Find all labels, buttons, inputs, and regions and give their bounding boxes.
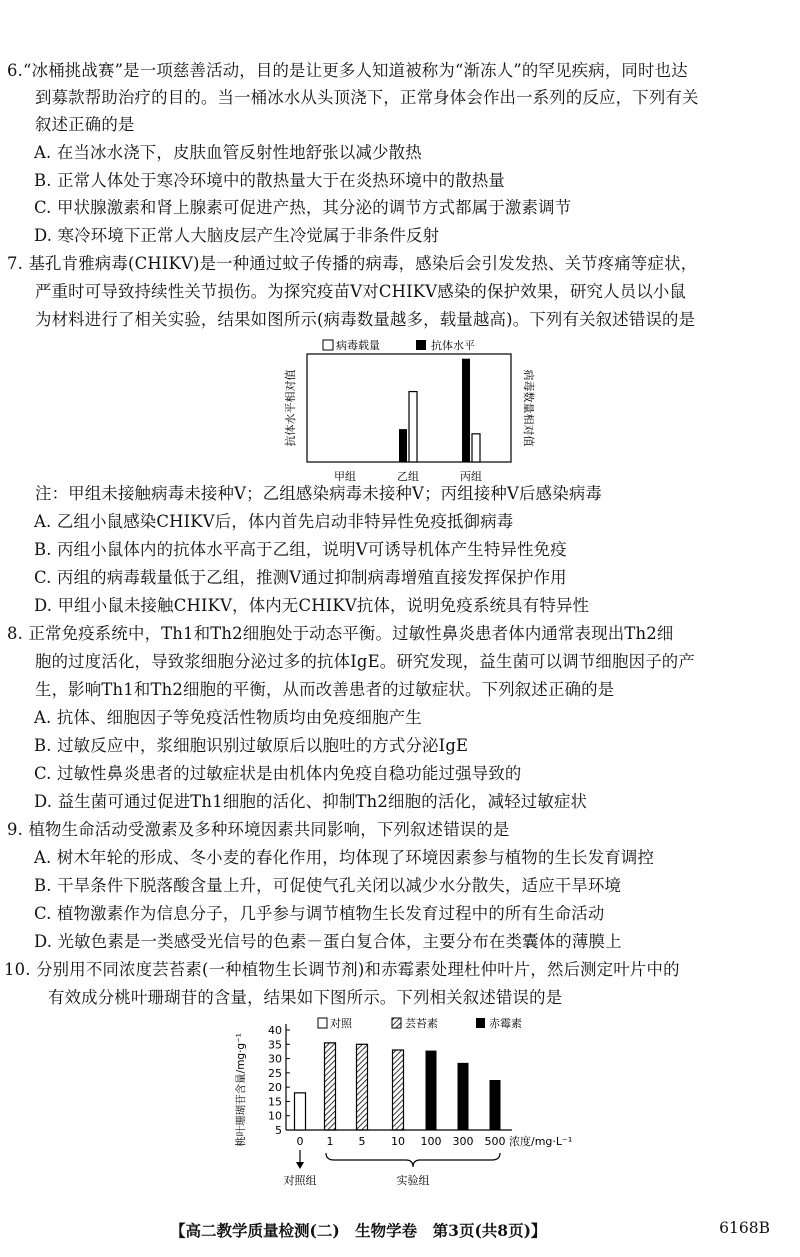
control-group-label: 对照组 <box>283 1174 317 1187</box>
q9-option-a: A. 树木年轮的形成、冬小麦的春化作用，均体现了环境因素参与植物的生长发育调控 <box>34 848 655 867</box>
y-tick-label: 25 <box>268 1066 282 1080</box>
bar-gibberellin <box>426 1051 437 1130</box>
legend-label-virus: 病毒载量 <box>336 339 380 352</box>
legend-label-brassinolide: 芸苔素 <box>405 1017 438 1030</box>
y-tick-label: 40 <box>268 1024 282 1037</box>
x-tick-label: 1 <box>326 1135 334 1148</box>
experiment-group-brace <box>326 1153 500 1167</box>
q10-stem-line-2: 有效成分桃叶珊瑚苷的含量，结果如下图所示。下列相关叙述错误的是 <box>48 988 563 1007</box>
x-tick-label: 0 <box>296 1135 304 1148</box>
q10-bar-chart <box>230 1012 575 1202</box>
q8-stem-line-3: 生，影响Th1和Th2细胞的平衡，从而改善患者的过敏症状。下列叙述正确的是 <box>35 680 615 699</box>
q6-option-c: C. 甲状腺激素和肾上腺素可促进产热，其分泌的调节方式都属于激素调节 <box>34 198 572 217</box>
q6-stem-line-1: 6.“冰桶挑战赛”是一项慈善活动，目的是让更多人知道被称为“渐冻人”的罕见疾病，同时也达 <box>7 61 688 80</box>
q9-stem-line-1: 9. 植物生命活动受激素及多种环境因素共同影响，下列叙述错误的是 <box>7 820 510 839</box>
x-tick-label: 丙组 <box>460 470 482 483</box>
page-footer <box>0 1219 800 1243</box>
y-tick-label: 30 <box>268 1052 282 1066</box>
y-tick-label: 10 <box>268 1109 282 1123</box>
q7-bar-chart <box>275 334 545 484</box>
y-axis-label-left: 抗体水平相对值 <box>284 369 297 447</box>
q8-stem-line-2: 胞的过度活化，导致浆细胞分泌过多的抗体IgE。研究发现，益生菌可以调节细胞因子的产 <box>35 652 695 671</box>
legend-swatch-antibody <box>416 340 426 350</box>
q6-option-a: A. 在当冰水浇下，皮肤血管反射性地舒张以减少散热 <box>34 143 422 162</box>
bar-gibberellin <box>458 1063 469 1130</box>
legend-swatch-virus <box>323 340 333 350</box>
q7-option-b: B. 丙组小鼠体内的抗体水平高于乙组，说明V可诱导机体产生特异性免疫 <box>34 540 567 559</box>
q9-option-b: B. 干旱条件下脱落酸含量上升，可促使气孔关闭以减少水分散失，适应干旱环境 <box>34 876 622 895</box>
legend-swatch-control <box>318 1018 327 1028</box>
legend-label-antibody: 抗体水平 <box>431 339 475 352</box>
q7-stem-line-2: 严重时可导致持续性关节损伤。为探究疫苗V对CHIKV感染的保护效果，研究人员以小鼠 <box>35 282 687 301</box>
q6-option-b: B. 正常人体处于寒冷环境中的散热量大于在炎热环境中的散热量 <box>34 171 506 190</box>
x-tick-label: 10 <box>391 1135 405 1148</box>
legend-swatch-gibberellin <box>476 1018 485 1028</box>
q6-stem-line-2: 到募款帮助治疗的目的。当一桶冰水从头顶浇下，正常身体会作出一系列的反应，下列有关 <box>35 88 699 107</box>
bar-antibody <box>462 359 470 462</box>
footer-title: 【高二教学质量检测(二) 生物学卷 第3页(共8页)】 <box>170 1221 547 1240</box>
q7-stem-line-1: 7. 基孔肯雅病毒(CHIKV)是一种通过蚊子传播的病毒，感染后会引发发热、关节疼痛等症状， <box>7 254 698 273</box>
q7-option-c: C. 丙组的病毒载量低于乙组，推测V通过抑制病毒增殖直接发挥保护作用 <box>34 568 567 587</box>
legend-label-gibberellin: 赤霉素 <box>489 1017 522 1030</box>
y-axis-label-right: 病毒数量相对值 <box>522 369 535 447</box>
footer-code: 6168B <box>719 1219 770 1237</box>
y-tick-label: 35 <box>268 1038 282 1052</box>
bar-brassinolide <box>357 1044 368 1130</box>
bar-virus <box>472 434 480 462</box>
x-tick-label: 300 <box>452 1135 474 1148</box>
bar-virus <box>409 392 417 462</box>
bar-gibberellin <box>490 1080 501 1130</box>
q7-stem-line-3: 为材料进行了相关实验，结果如图所示(病毒数量越多，载量越高)。下列有关叙述错误的是 <box>35 310 696 329</box>
q6-option-d: D. 寒冷环境下正常人大脑皮层产生冷觉属于非条件反射 <box>34 226 440 245</box>
q6-stem-line-3: 叙述正确的是 <box>35 115 135 134</box>
q8-option-a: A. 抗体、细胞因子等免疫活性物质均由免疫细胞产生 <box>34 708 422 727</box>
x-axis-label: 浓度/mg·L⁻¹ <box>509 1135 573 1148</box>
q8-option-c: C. 过敏性鼻炎患者的过敏症状是由机体内免疫自稳功能过强导致的 <box>34 764 522 783</box>
q8-stem-line-1: 8. 正常免疫系统中，Th1和Th2细胞处于动态平衡。过敏性鼻炎患者体内通常表现出Th2细 <box>7 624 674 643</box>
q10-stem-line-1: 10. 分别用不同浓度芸苔素(一种植物生长调节剂)和赤霉素处理杜仲叶片，然后测定叶片中的 <box>4 960 680 979</box>
legend-swatch-brassinolide <box>392 1018 401 1028</box>
bar-control <box>295 1093 306 1130</box>
q7-note: 注：甲组未接触病毒未接种V；乙组感染病毒未接种V；丙组接种V后感染病毒 <box>35 484 603 503</box>
x-tick-label: 甲组 <box>334 470 356 483</box>
y-tick-label: 5 <box>275 1124 282 1137</box>
bar-antibody <box>399 429 407 462</box>
x-tick-label: 100 <box>420 1135 442 1148</box>
q8-option-b: B. 过敏反应中，浆细胞识别过敏原后以胞吐的方式分泌IgE <box>34 736 469 755</box>
x-tick-label: 5 <box>358 1135 366 1148</box>
y-tick-label: 20 <box>268 1081 282 1095</box>
y-tick-label: 15 <box>268 1095 282 1109</box>
x-tick-label: 乙组 <box>397 470 419 483</box>
q7-option-a: A. 乙组小鼠感染CHIKV后，体内首先启动非特异性免疫抵御病毒 <box>34 512 514 531</box>
y-axis-label: 桃叶珊瑚苷含量/mg·g⁻¹ <box>235 1033 247 1147</box>
control-arrow-head <box>296 1162 304 1169</box>
q9-option-c: C. 植物激素作为信息分子，几乎参与调节植物生长发育过程中的所有生命活动 <box>34 904 605 923</box>
x-tick-label: 500 <box>484 1135 506 1148</box>
q7-option-d: D. 甲组小鼠未接触CHIKV，体内无CHIKV抗体，说明免疫系统具有特异性 <box>34 596 590 615</box>
bar-brassinolide <box>325 1043 336 1130</box>
experiment-group-label: 实验组 <box>396 1174 430 1187</box>
q9-option-d: D. 光敏色素是一类感受光信号的色素－蛋白复合体，主要分布在类囊体的薄膜上 <box>34 932 622 951</box>
bar-brassinolide <box>393 1050 404 1130</box>
q8-option-d: D. 益生菌可通过促进Th1细胞的活化、抑制Th2细胞的活化，减轻过敏症状 <box>34 792 588 811</box>
legend-label-control: 对照 <box>330 1017 352 1030</box>
